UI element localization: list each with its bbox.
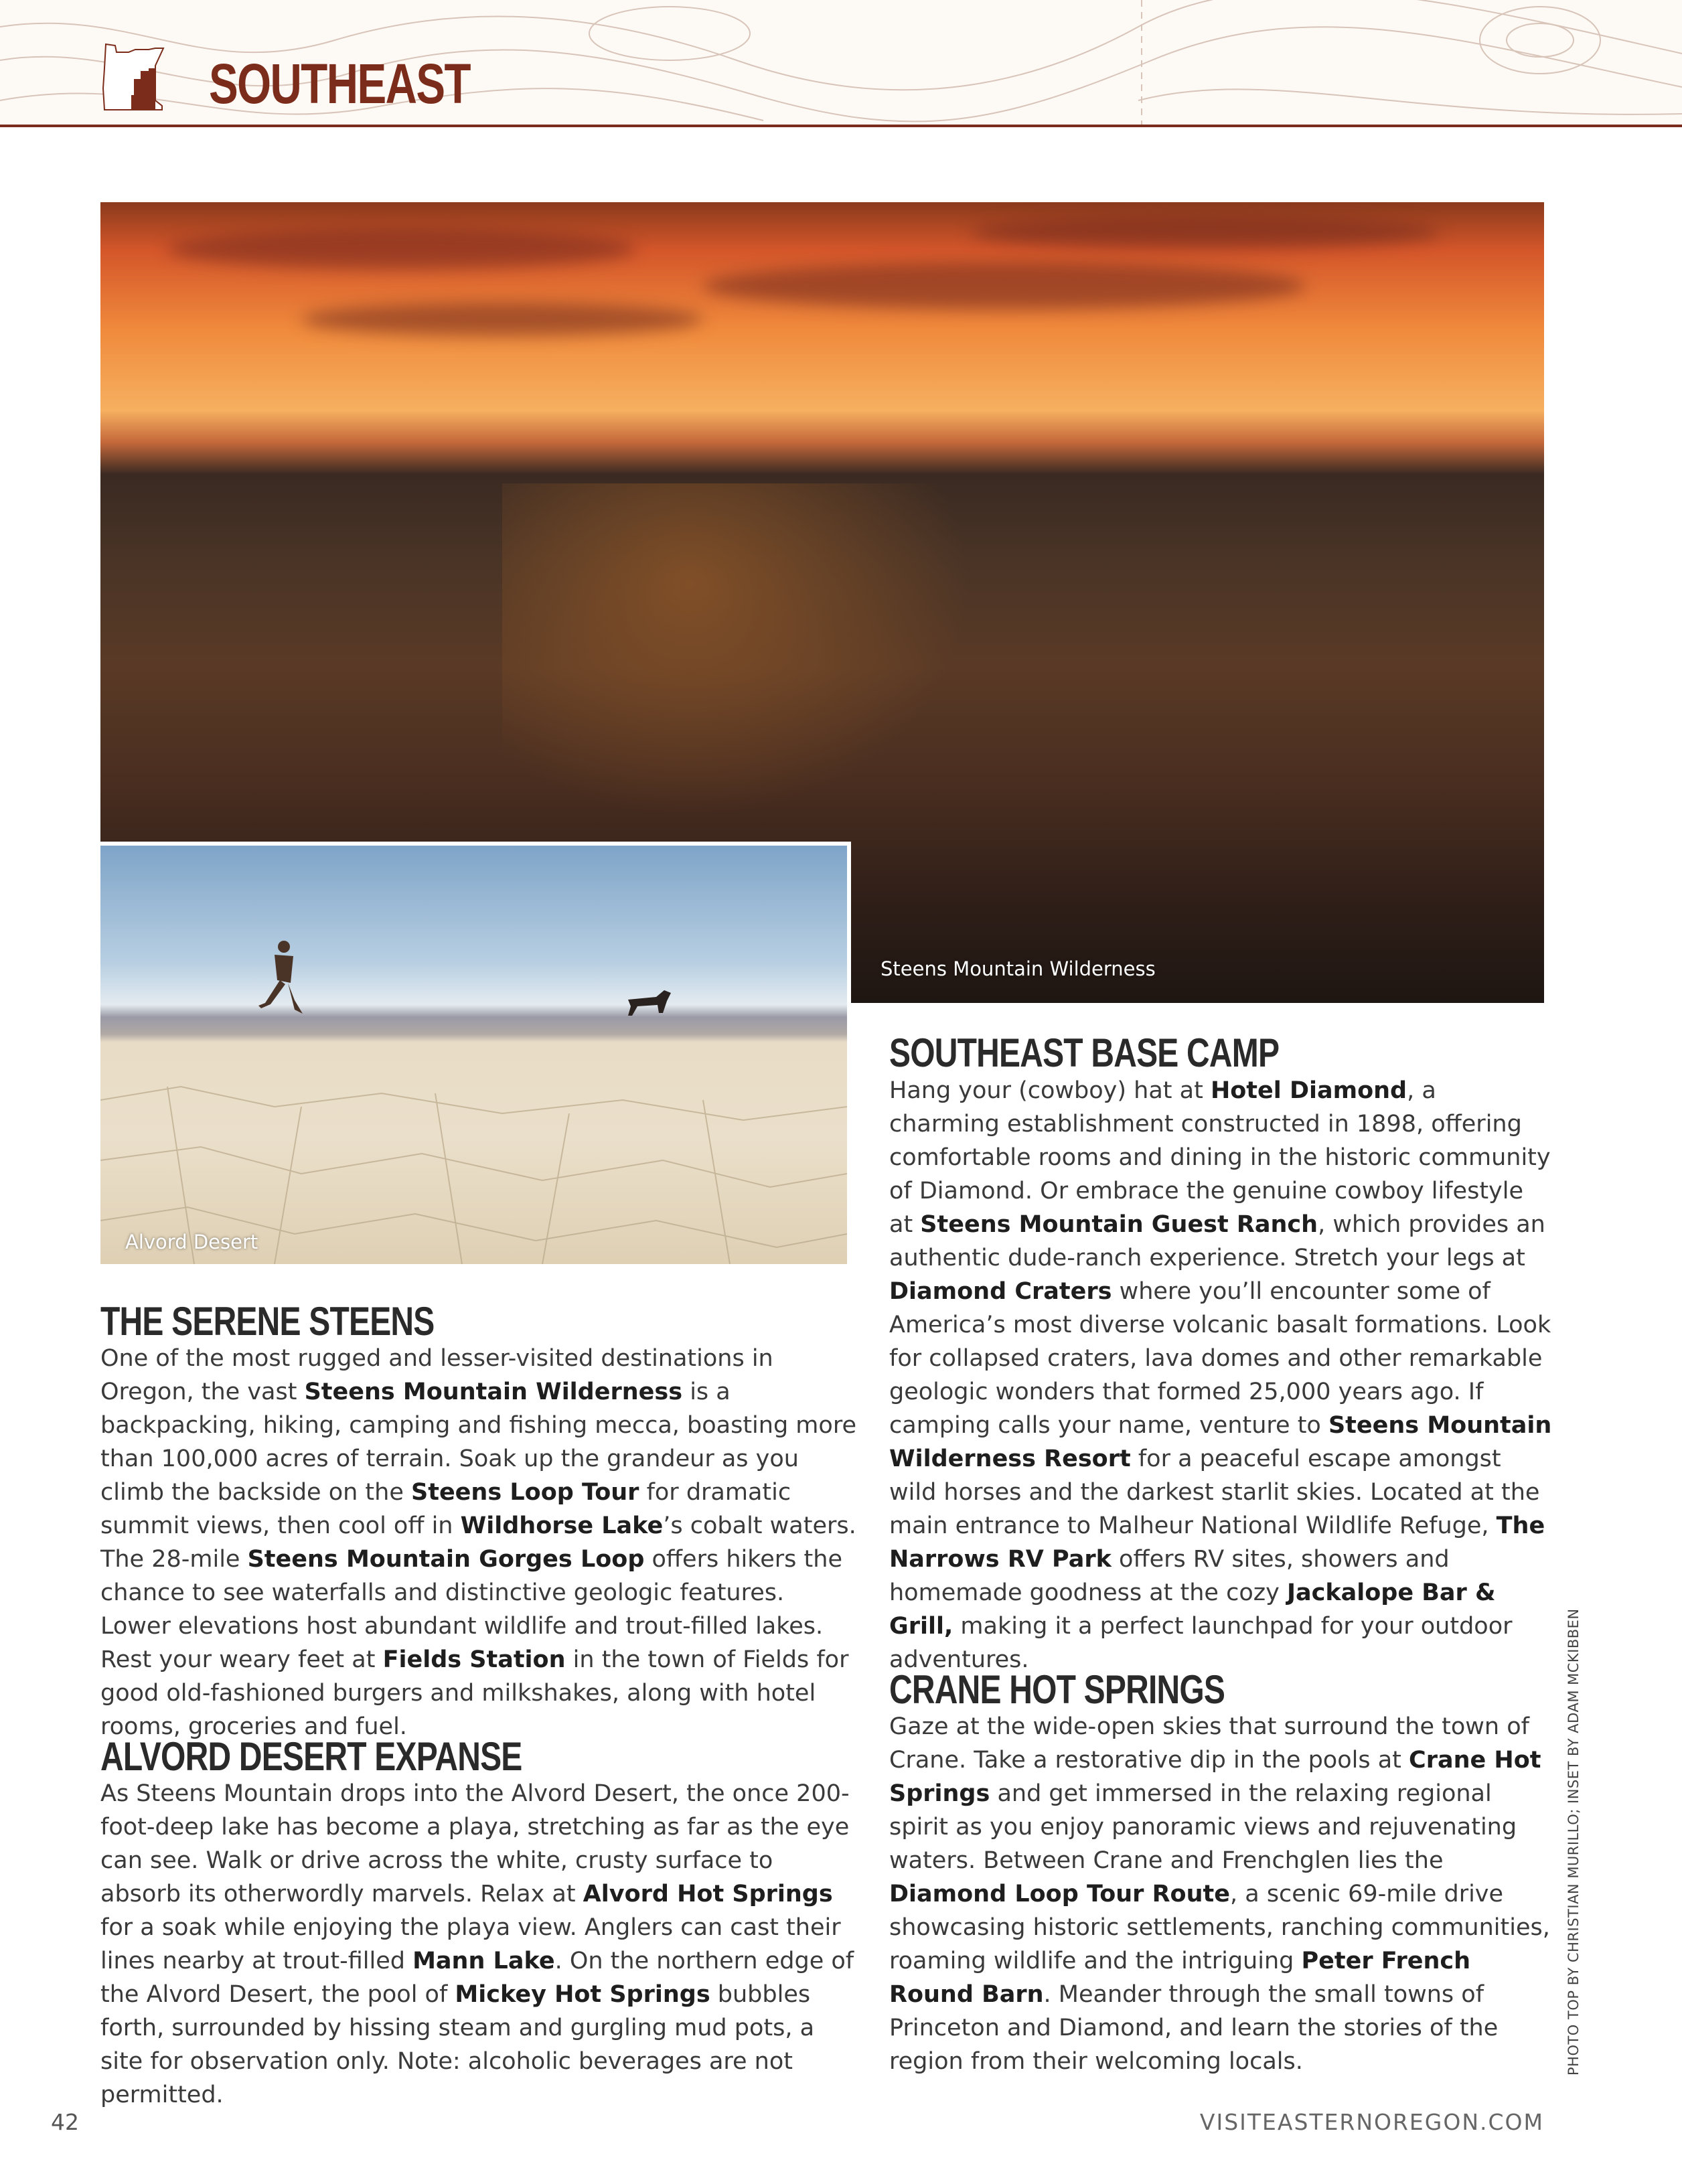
text-run: bubbles forth, surrounded by hissing steam and gurgling mud pots, a site for observation only. Note: alcoholic beverages are not permitted. [100,1981,815,2108]
text-run: offers RV sites, showers and homemade goodness at the cozy [889,1546,1450,1606]
place-name: Steens Mountain Wilderness [304,1379,683,1405]
heading-serene-steens: THE SERENE STEENS [100,1299,435,1344]
place-name: Peter French Round Barn [889,1948,1471,2008]
place-name: The Narrows RV Park [889,1512,1545,1573]
main-photo-caption: Steens Mountain Wilderness [881,957,1156,980]
dog-figure [623,986,676,1020]
text-run: As Steens Mountain drops into the Alvord Desert, the once 200-foot-deep lake has become a playa, stretching as far as the eye can see. Walk or drive across the white, crusty surface to absorb its otherwordly marvels. Relax at [100,1780,850,1907]
paragraph-base-camp [889,1074,1552,1676]
place-name: Fields Station [382,1646,566,1673]
text-run: . On the northern edge of the Alvord Desert, the pool of [100,1948,854,2008]
text-run: , a charming establishment constructed in 1898, offering comfortable rooms and dining in the historic community of Diamond. Or embrace the genuine cowboy lifestyle at [889,1077,1551,1238]
place-name: Jackalope Bar & Grill, [889,1579,1496,1640]
heading-base-camp: SOUTHEAST BASE CAMP [889,1030,1280,1075]
place-name: Steens Loop Tour [411,1479,639,1506]
paragraph-crane-hot-springs [889,1710,1552,2078]
text-run: ’s cobalt waters. The 28-mile [100,1512,856,1573]
place-name: Steens Mountain Guest Ranch [920,1211,1318,1238]
text-run: offers hikers the chance to see waterfalls and distinctive geologic features. Lower elevations host abundant wildlife and trout-filled lakes. Rest your weary feet at [100,1546,842,1673]
runner-figure [254,936,308,1023]
place-name: Steens Mountain Wilderness Resort [889,1412,1552,1472]
place-name: Alvord Hot Springs [583,1881,833,1907]
place-name: Mickey Hot Springs [455,1981,710,2008]
text-run: . Meander through the small towns of Princeton and Diamond, and learn the stories of the region from their welcoming locals. [889,1981,1499,2075]
place-name: Wildhorse Lake [460,1512,664,1539]
text-run: for dramatic summit views, then cool off in [100,1479,791,1539]
place-name: Steens Mountain Gorges Loop [247,1546,645,1573]
text-run: Gaze at the wide-open skies that surround the town of Crane. Take a restorative dip in the pools at [889,1713,1529,1774]
alvord-desert-photo [96,842,851,1268]
page-number: 42 [51,2109,79,2135]
section-header [0,0,1682,127]
text-run: where you’ll encounter some of America’s most diverse volcanic basalt formations. Look for collapsed craters, lava domes and other remarkable geologic wonders that formed 25,000 years ago. If camping calls your name, venture to [889,1278,1551,1439]
text-run: Hang your (cowboy) hat at [889,1077,1211,1104]
place-name: Hotel Diamond [1210,1077,1407,1104]
paragraph-alvord-desert [100,1777,857,2112]
heading-alvord-desert: ALVORD DESERT EXPANSE [100,1734,522,1779]
text-run: for a peaceful escape amongst wild horses and the darkest starlit skies. Located at the main entrance to Malheur National Wildlife Refuge, [889,1446,1540,1539]
oregon-map-icon [102,42,196,114]
text-run: , a scenic 69-mile drive showcasing historic settlements, ranching communities, roaming wildlife and the intriguing [889,1881,1550,1974]
text-run: is a backpacking, hiking, camping and fishing mecca, boasting more than 100,000 acres of terrain. Soak up the grandeur as you climb the backside on the [100,1379,856,1506]
photo-credit: PHOTO TOP BY CHRISTIAN MURILLO; INSET BY ADAM MCKIBBEN [1565,1608,1582,2076]
inset-photo-caption: Alvord Desert [125,1231,258,1253]
paragraph-serene-steens [100,1342,857,1743]
heading-crane-hot-springs: CRANE HOT SPRINGS [889,1667,1225,1712]
place-name: Diamond Craters [889,1278,1112,1305]
place-name: Crane Hot Springs [889,1747,1541,1807]
place-name: Diamond Loop Tour Route [889,1881,1230,1907]
text-run: and get immersed in the relaxing regional spirit as you enjoy panoramic views and rejuvenating waters. Between Crane and Frenchglen lies the [889,1780,1517,1874]
text-run: for a soak while enjoying the playa view. Anglers can cast their lines nearby at trout-filled [100,1914,841,1974]
text-run: , which provides an authentic dude-ranch experience. Stretch your legs at [889,1211,1545,1271]
text-run: in the town of Fields for good old-fashioned burgers and milkshakes, along with hotel rooms, groceries and fuel. [100,1646,849,1740]
text-run: One of the most rugged and lesser-visited destinations in Oregon, the vast [100,1345,773,1405]
text-run: making it a perfect launchpad for your outdoor adventures. [889,1613,1513,1673]
website-link[interactable]: VISITEASTERNOREGON.COM [1199,2109,1544,2135]
section-title: SOUTHEAST [209,52,471,115]
place-name: Mann Lake [412,1948,555,1974]
